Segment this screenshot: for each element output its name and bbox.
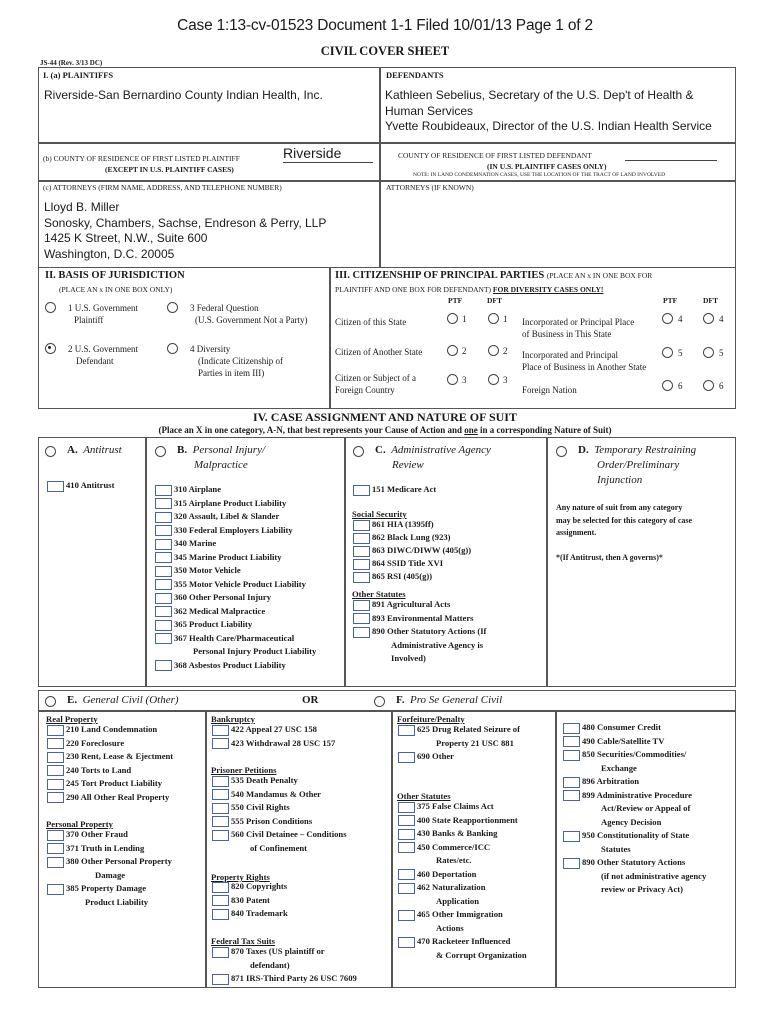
nos-423[interactable]: 423 Withdrawal 28 USC 157 [212, 737, 335, 751]
category-d-text: Any nature of suit from any category may be selected for this category of case assignment. *(If Antitrust, then A governs)* [556, 503, 693, 562]
nos-380[interactable]: 380 Other Personal Property [47, 855, 172, 869]
nos-400[interactable]: 400 State Reapportionment [398, 814, 527, 828]
nos-891[interactable]: 891 Agricultural Acts [353, 598, 486, 612]
nos-560[interactable]: 560 Civil Detainee – Conditions [212, 828, 347, 842]
nos-871[interactable]: 871 IRS-Third Party 26 USC 7609 [212, 972, 357, 986]
nos-830[interactable]: 830 Patent [212, 894, 288, 908]
nos-245[interactable]: 245 Tort Product Liability [47, 777, 173, 791]
nos-460[interactable]: 460 Deportation [398, 868, 527, 882]
jurisdiction-note: (PLACE AN x IN ONE BOX ONLY) [59, 285, 173, 294]
social-security-items [353, 518, 471, 583]
ptf-radio-6[interactable] [662, 380, 673, 391]
incorporated-another-state-label: Incorporated and Principal Place of Business in Another State [522, 350, 647, 372]
category-f-radio[interactable] [374, 696, 385, 707]
nos-350[interactable]: 350 Motor Vehicle [155, 564, 316, 578]
nos-355[interactable]: 355 Motor Vehicle Product Liability [155, 578, 316, 592]
nos-220[interactable]: 220 Foreclosure [47, 737, 173, 751]
other-statutes-items-c: 891 Agricultural Acts 893 Environmental Matters 890 Other Statutory Actions (If Administrative Agency is Involved) [353, 598, 486, 666]
property-rights-heading: Property Rights [211, 872, 270, 882]
other-statutes-heading-f: Other Statutes [397, 791, 451, 801]
prisoner-items: 535 Death Penalty 540 Mandamus & Other 550 Civil Rights 555 Prison Conditions 560 Civil Detainee – Conditions of Confinement [212, 774, 347, 855]
citizenship-title: III. CITIZENSHIP OF PRINCIPAL PARTIES (PLACE AN x IN ONE BOX FOR [335, 270, 653, 281]
nos-315[interactable]: 315 Airplane Product Liability [155, 497, 316, 511]
foreign-nation-label: Foreign Nation [522, 385, 577, 395]
category-e-title: E. General Civil (Other) [67, 694, 179, 706]
attorneys-field[interactable]: Lloyd B. Miller Sonosky, Chambers, Sachse, Endreson & Perry, LLP 1425 K Street, N.W., Suite 600 Washington, D.C. 20005 [44, 200, 327, 261]
nos-422[interactable]: 422 Appeal 27 USC 158 [212, 723, 335, 737]
dft-radio-2[interactable] [488, 345, 499, 356]
jurisdiction-title: II. BASIS OF JURISDICTION [45, 270, 185, 281]
nos-555[interactable]: 555 Prison Conditions [212, 815, 347, 829]
nos-345[interactable]: 345 Marine Product Liability [155, 551, 316, 565]
jurisdiction-option-3: 3 Federal Question (U.S. Government Not a Party) [190, 303, 308, 325]
nos-210[interactable]: 210 Land Condemnation [47, 723, 173, 737]
plaintiff-county-label: (b) COUNTY OF RESIDENCE OF FIRST LISTED PLAINTIFF [43, 154, 240, 163]
nos-896[interactable]: 896 Arbitration [563, 775, 706, 789]
category-a-title: A. Antitrust [67, 444, 122, 456]
forfeiture-heading: Forfeiture/Penalty [397, 714, 465, 724]
nos-690[interactable]: 690 Other [398, 750, 520, 764]
nos-861[interactable]: 861 HIA (1395ff) [353, 518, 471, 531]
case-header: Case 1:13-cv-01523 Document 1-1 Filed 10/01/13 Page 1 of 2 [177, 17, 593, 34]
nos-490[interactable]: 490 Cable/Satellite TV [563, 735, 706, 749]
form-title: CIVIL COVER SHEET [320, 44, 450, 58]
nos-893[interactable]: 893 Environmental Matters [353, 612, 486, 626]
dft-radio-6[interactable] [703, 380, 714, 391]
federal-tax-items: 870 Taxes (US plaintiff or defendant) 871 IRS-Third Party 26 USC 7609 [212, 945, 357, 986]
nos-864[interactable]: 864 SSID Title XVI [353, 557, 471, 570]
form-revision: JS-44 (Rev. 3/13 DC) [40, 59, 103, 67]
nos-230[interactable]: 230 Rent, Lease & Ejectment [47, 750, 173, 764]
citizenship-note: PLAINTIFF AND ONE BOX FOR DEFENDANT) FOR DIVERSITY CASES ONLY! [335, 285, 604, 294]
defendant-county-field[interactable] [625, 159, 717, 161]
real-property-heading: Real Property [46, 714, 98, 724]
nos-290[interactable]: 290 All Other Real Property [47, 791, 173, 805]
nos-480[interactable]: 480 Consumer Credit [563, 721, 706, 735]
misc-statutes-items: 480 Consumer Credit 490 Cable/Satellite TV 850 Securities/Commodities/ Exchange 896 Arbitration 899 Administrative Procedure Act/Review or Appeal of Agency Decision 950 Constitutionality of State Statutes 890 Other Statutory Actions (if not administrative agency review or Privacy Act) [563, 721, 706, 897]
bankruptcy-heading: Bankruptcy [211, 714, 255, 724]
category-b-items: 310 Airplane 315 Airplane Product Liability 320 Assault, Libel & Slander 330 Federal Employers Liability 340 Marine 345 Marine Product Liability 350 Motor Vehicle 355 Motor Vehicle Product Liability 360 Other Personal Injury 362 Medical Malpractice 365 Product Liability 367 Health Care/Pharmaceutical Personal Injury Product Liability 368 Asbestos Product Liability [155, 483, 316, 672]
nos-890-agency[interactable]: 890 Other Statutory Actions (If [353, 625, 486, 639]
nos-550[interactable]: 550 Civil Rights [212, 801, 347, 815]
nos-370[interactable]: 370 Other Fraud [47, 828, 172, 842]
category-e-radio[interactable] [45, 696, 56, 707]
nos-450[interactable]: 450 Commerce/ICC [398, 841, 527, 855]
nos-840[interactable]: 840 Trademark [212, 907, 288, 921]
nos-890-other[interactable]: 890 Other Statutory Actions [563, 856, 706, 870]
nos-950[interactable]: 950 Constitutionality of State [563, 829, 706, 843]
defendants-field[interactable]: Kathleen Sebelius, Secretary of the U.S. Dep't of Health & Human Services Yvette Roubideaux, Director of the U.S. Indian Health Service [385, 88, 712, 133]
plaintiff-county-field[interactable]: Riverside [283, 146, 373, 163]
nos-375[interactable]: 375 False Claims Act [398, 800, 527, 814]
nos-899[interactable]: 899 Administrative Procedure [563, 789, 706, 803]
ptf-radio-5[interactable] [662, 347, 673, 358]
category-d-radio[interactable] [556, 446, 567, 457]
category-c-radio[interactable] [353, 446, 364, 457]
real-property-items [47, 723, 173, 804]
nos-863[interactable]: 863 DIWC/DIWW (405(g)) [353, 544, 471, 557]
dft-header-left: DFT [487, 296, 502, 305]
nos-870[interactable]: 870 Taxes (US plaintiff or [212, 945, 357, 959]
jurisdiction-option-2: 2 U.S. Government Defendant [68, 344, 138, 366]
nos-462[interactable]: 462 Naturalization [398, 881, 527, 895]
citizen-foreign-label: Citizen or Subject of a Foreign Country [335, 373, 416, 395]
bankruptcy-items [212, 723, 335, 750]
ptf-radio-3[interactable] [447, 374, 458, 385]
category-f-title: F. Pro Se General Civil [396, 694, 503, 706]
plaintiff-county-note: (EXCEPT IN U.S. PLAINTIFF CASES) [105, 165, 234, 174]
citizen-another-state-label: Citizen of Another State [335, 347, 423, 357]
social-security-heading: Social Security [352, 509, 407, 519]
ptf-header-left: PTF [448, 296, 463, 305]
nos-371[interactable]: 371 Truth in Lending [47, 842, 172, 856]
category-b-radio[interactable] [155, 446, 166, 457]
personal-property-items: 370 Other Fraud 371 Truth in Lending 380 Other Personal Property Damage 385 Property Damage Product Liability [47, 828, 172, 909]
def-attorneys-label: ATTORNEYS (IF KNOWN) [386, 183, 474, 192]
section4-subtitle: (Place an X in one category, A-N, that best represents your Cause of Action and one in a corresponding Nature of Suit) [158, 425, 612, 435]
nos-430[interactable]: 430 Banks & Banking [398, 827, 527, 841]
category-a-radio[interactable] [45, 446, 56, 457]
nos-320[interactable]: 320 Assault, Libel & Slander [155, 510, 316, 524]
nos-820[interactable]: 820 Copyrights [212, 880, 288, 894]
nos-362[interactable]: 362 Medical Malpractice [155, 605, 316, 619]
citizen-this-state-label: Citizen of this State [335, 317, 407, 327]
section4-title: IV. CASE ASSIGNMENT AND NATURE OF SUIT [253, 410, 517, 424]
nos-625[interactable]: 625 Drug Related Seizure of [398, 723, 520, 737]
attorneys-label: (c) ATTORNEYS (FIRM NAME, ADDRESS, AND TELEPHONE NUMBER) [43, 183, 282, 192]
jurisdiction-option-1: 1 U.S. Government Plaintiff [68, 303, 138, 325]
incorporated-this-state-label: Incorporated or Principal Place of Business in This State [522, 317, 635, 339]
nos-367[interactable]: 367 Health Care/Pharmaceutical [155, 632, 316, 646]
defendant-county-note: (IN U.S. PLAINTIFF CASES ONLY) [487, 162, 607, 171]
nos-865[interactable]: 865 RSI (405(g)) [353, 570, 471, 583]
forfeiture-items: 625 Drug Related Seizure of Property 21 USC 881 690 Other [398, 723, 520, 764]
ptf-radio-2[interactable] [447, 345, 458, 356]
nos-151[interactable]: 151 Medicare Act [353, 483, 436, 497]
dft-radio-5[interactable] [703, 347, 714, 358]
jurisdiction-radio-1[interactable] [45, 302, 56, 313]
nos-540[interactable]: 540 Mandamus & Other [212, 788, 347, 802]
nos-310[interactable]: 310 Airplane [155, 483, 316, 497]
dft-header-right: DFT [703, 296, 718, 305]
nos-240[interactable]: 240 Torts to Land [47, 764, 173, 778]
category-c-title: C. Administrative Agency Review [375, 444, 491, 471]
prisoner-petitions-heading: Prisoner Petitions [211, 765, 277, 775]
nos-360[interactable]: 360 Other Personal Injury [155, 591, 316, 605]
jurisdiction-radio-4[interactable] [167, 343, 178, 354]
or-label: OR [302, 694, 319, 706]
ptf-radio-1[interactable] [447, 313, 458, 324]
category-b-title: B. Personal Injury/ Malpractice [177, 444, 266, 471]
defendants-label: DEFENDANTS [386, 70, 444, 80]
nos-330[interactable]: 330 Federal Employers Liability [155, 524, 316, 538]
nos-465[interactable]: 465 Other Immigration [398, 908, 527, 922]
nos-862[interactable]: 862 Black Lung (923) [353, 531, 471, 544]
jurisdiction-radio-2[interactable] [45, 343, 56, 354]
federal-tax-heading: Federal Tax Suits [211, 936, 275, 946]
nos-365[interactable]: 365 Product Liability [155, 618, 316, 632]
jurisdiction-radio-3[interactable] [167, 302, 178, 313]
category-d-title: D. Temporary Restraining Order/Preliminary Injunction [578, 444, 697, 486]
plaintiffs-field[interactable]: Riverside-San Bernardino County Indian Health, Inc. [44, 88, 323, 102]
nos-340[interactable]: 340 Marine [155, 537, 316, 551]
ptf-header-right: PTF [663, 296, 678, 305]
jurisdiction-option-4: 4 Diversity (Indicate Citizenship of Parties in item III) [190, 344, 283, 378]
ptf-radio-4[interactable] [662, 313, 673, 324]
dft-radio-4[interactable] [703, 313, 714, 324]
plaintiffs-label: I. (a) PLAINTIFFS [43, 70, 114, 80]
land-condemnation-note: NOTE: IN LAND CONDEMNATION CASES, USE THE LOCATION OF THE TRACT OF LAND INVOLVED [413, 172, 666, 178]
dft-radio-1[interactable] [488, 313, 499, 324]
personal-property-heading: Personal Property [46, 819, 113, 829]
nos-368[interactable]: 368 Asbestos Product Liability [155, 659, 316, 673]
other-statutes-heading-c: Other Statutes [352, 589, 406, 599]
nos-850[interactable]: 850 Securities/Commodities/ [563, 748, 706, 762]
nos-470[interactable]: 470 Racketeer Influenced [398, 935, 527, 949]
property-rights-items [212, 880, 288, 921]
nos-410[interactable]: 410 Antitrust [47, 479, 114, 493]
nos-385[interactable]: 385 Property Damage [47, 882, 172, 896]
other-statutes-items-f: 375 False Claims Act 400 State Reapportionment 430 Banks & Banking 450 Commerce/ICC Rates/etc. 460 Deportation 462 Naturalization Application 465 Other Immigration Actions 470 Racketeer Influenced & Corrupt Organization [398, 800, 527, 962]
defendant-county-label: COUNTY OF RESIDENCE OF FIRST LISTED DEFENDANT [398, 151, 592, 160]
nos-535[interactable]: 535 Death Penalty [212, 774, 347, 788]
dft-radio-3[interactable] [488, 374, 499, 385]
